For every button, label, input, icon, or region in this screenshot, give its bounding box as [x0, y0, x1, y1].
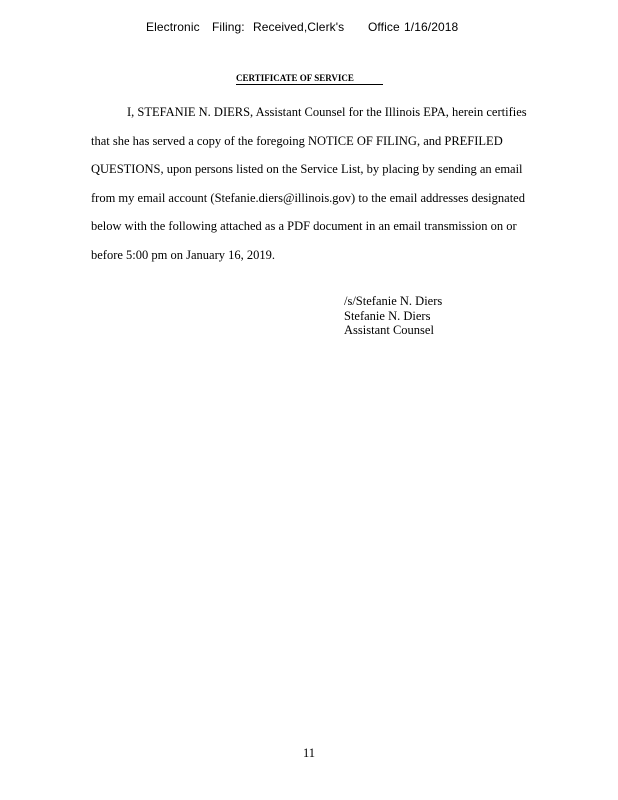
signer-name: Stefanie N. Diers	[344, 308, 431, 323]
certificate-line: I, STEFANIE N. DIERS, Assistant Counsel for the Illinois EPA, herein certifies	[127, 105, 527, 119]
electronic-filing-stamp	[146, 20, 458, 34]
signature-block	[344, 294, 442, 338]
certificate-line: before 5:00 pm on January 16, 2019.	[91, 247, 275, 262]
page-number: 11	[302, 746, 316, 760]
certificate-line: below with the following attached as a PDF document in an email transmission on or	[91, 219, 517, 233]
filing-stamp-part-3: Received,Clerk's	[253, 20, 345, 34]
filing-stamp-part-4: Office	[368, 20, 400, 34]
filing-stamp-part-2: Filing:	[212, 20, 245, 34]
filing-stamp-date: 1/16/2018	[404, 20, 459, 34]
signer-title: Assistant Counsel	[344, 323, 434, 337]
certificate-line: that she has served a copy of the foregoing NOTICE OF FILING, and PREFILED	[91, 133, 503, 148]
certificate-line: from my email account (Stefanie.diers@illinois.gov) to the email addresses designated	[91, 190, 525, 205]
filing-stamp-part-1: Electronic	[146, 20, 200, 34]
certificate-title: CERTIFICATE OF SERVICE	[236, 73, 383, 85]
certificate-line: QUESTIONS, upon persons listed on the Service List, by placing by sending an email	[91, 162, 523, 176]
electronic-signature: /s/Stefanie N. Diers	[344, 294, 443, 308]
certificate-body	[91, 98, 561, 269]
